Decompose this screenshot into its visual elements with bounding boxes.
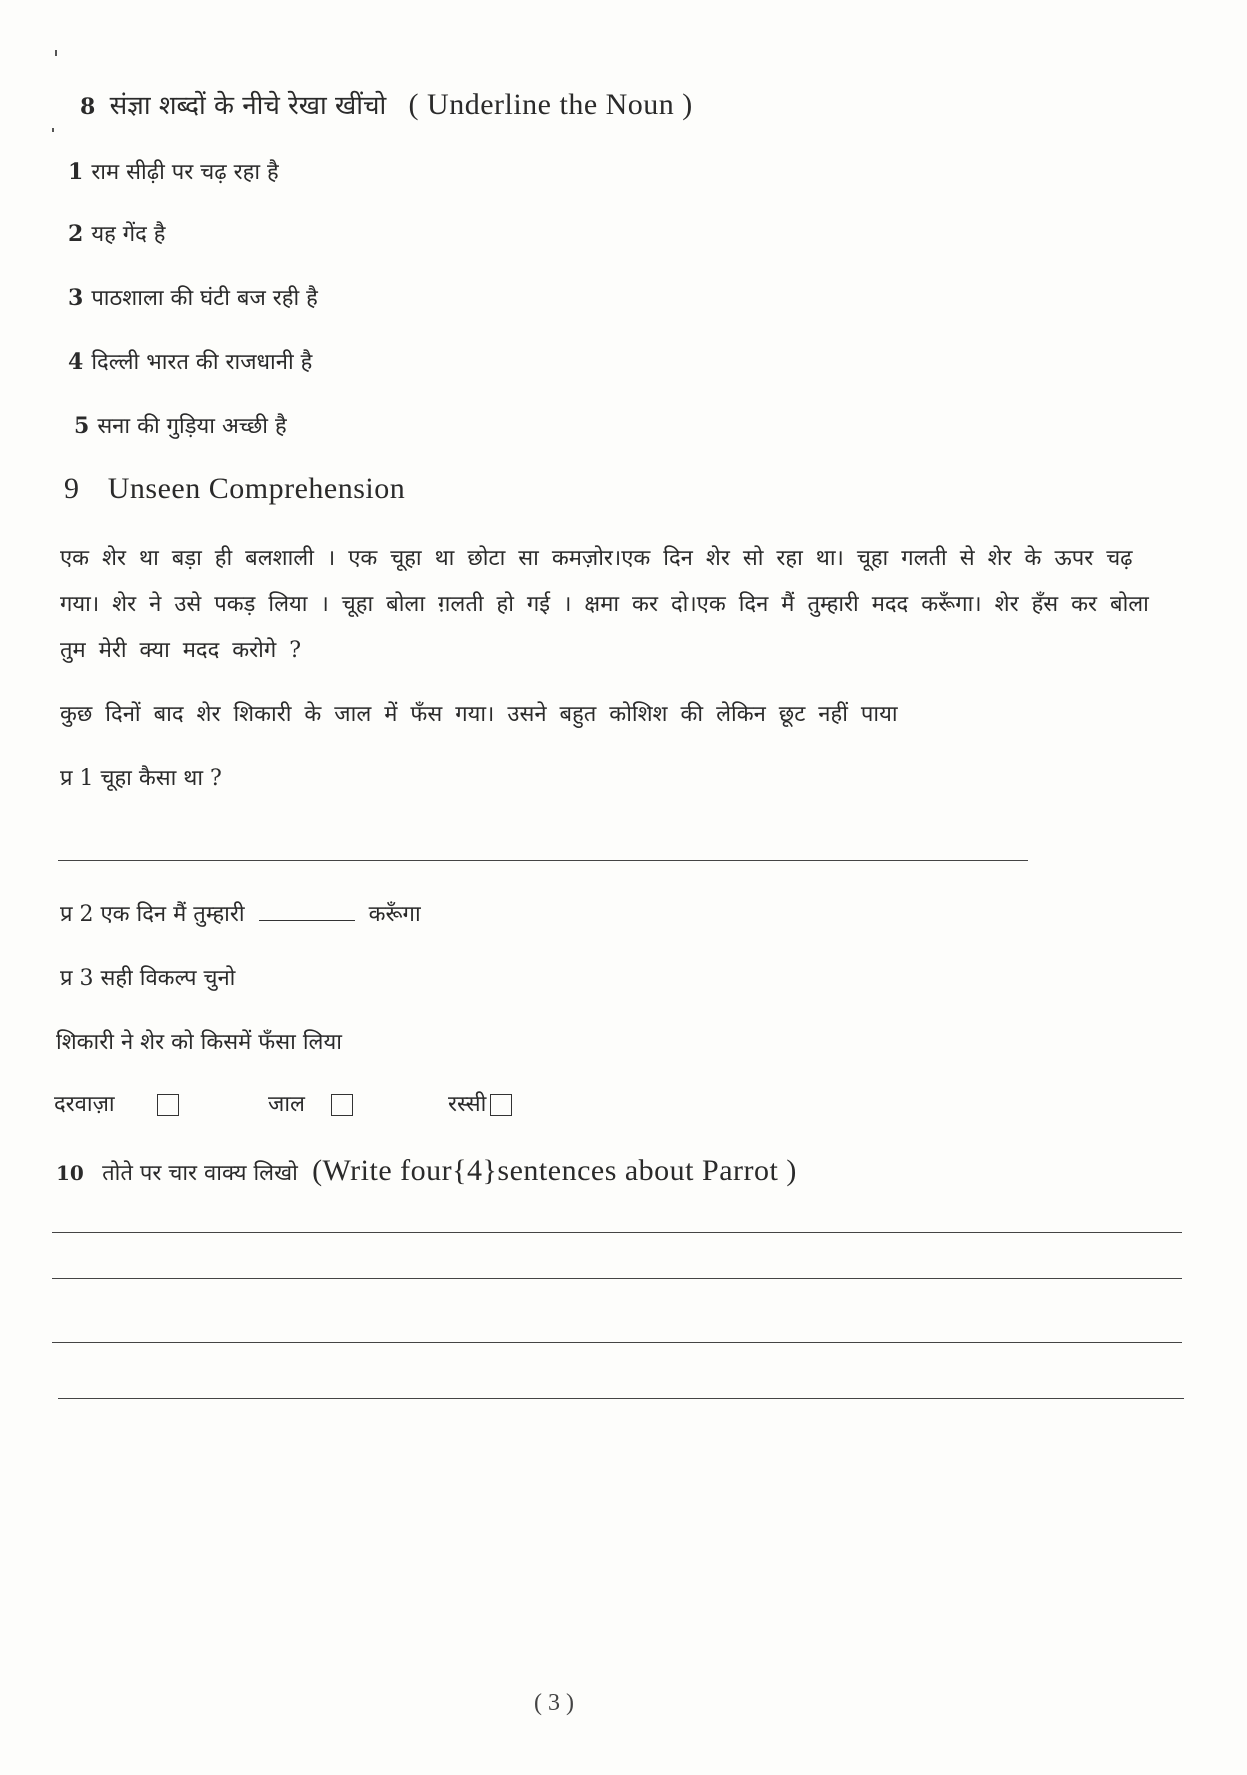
q8-item-2 [68, 218, 166, 248]
q9-option-3-label: रस्सी [448, 1092, 487, 1117]
q10-number: 10 [56, 1161, 84, 1185]
q8-item-text: दिल्ली भारत की राजधानी है [91, 350, 313, 375]
q10-answer-line-4[interactable] [58, 1398, 1184, 1399]
q8-item-text: पाठशाला की घंटी बज रही है [91, 286, 318, 311]
q9-subquestion-2-text-before: प्र 2 एक दिन मैं तुम्हारी [60, 902, 245, 927]
q10-title-hindi: तोते पर चार वाक्य लिखो [102, 1161, 298, 1186]
page-number: ( 3 ) [534, 1690, 574, 1716]
q8-item-1 [68, 156, 279, 186]
q9-option-3 [448, 1088, 512, 1118]
q8-item-number: 5 [74, 413, 90, 439]
q8-number: 8 [80, 94, 96, 120]
q10-answer-line-3[interactable] [52, 1342, 1182, 1343]
q9-subquestion-1: प्र 1 चूहा कैसा था ? [60, 766, 222, 791]
q8-item-number: 2 [68, 221, 84, 247]
q9-fill-blank[interactable] [259, 920, 355, 921]
q9-passage-paragraph-2: कुछ दिनों बाद शेर शिकारी के जाल में फँस गया। उसने बहुत कोशिश की लेकिन छूट नहीं पाया [60, 702, 898, 727]
q8-title-hindi: संज्ञा शब्दों के नीचे रेखा खींचो [109, 91, 387, 121]
q9-subquestion-2 [60, 898, 421, 928]
q8-item-text: राम सीढ़ी पर चढ़ रहा है [91, 160, 279, 185]
q10-answer-line-2[interactable] [52, 1278, 1182, 1279]
q9-subquestion-2-text-after: करूँगा [368, 902, 421, 927]
q9-number: 9 [64, 472, 80, 505]
q8-title-english: ( Underline the Noun ) [408, 88, 693, 121]
q10-heading [56, 1154, 797, 1188]
q9-title: Unseen Comprehension [107, 472, 406, 505]
q8-item-text: सना की गुड़िया अच्छी है [97, 414, 287, 439]
scan-speck [55, 50, 57, 56]
q9-option-2-label: जाल [268, 1092, 305, 1117]
q9-option-2 [268, 1088, 353, 1118]
q9-option-1 [54, 1088, 179, 1118]
q8-item-4 [68, 346, 312, 376]
q9-option-1-checkbox[interactable] [157, 1094, 179, 1116]
q9-heading [64, 472, 405, 506]
q9-option-1-label: दरवाज़ा [54, 1092, 115, 1117]
q8-item-number: 4 [68, 349, 84, 375]
q9-option-3-checkbox[interactable] [490, 1094, 512, 1116]
q10-answer-line-1[interactable] [52, 1232, 1182, 1233]
q9-subquestion-3: प्र 3 सही विकल्प चुनो [60, 966, 236, 991]
q9-option-2-checkbox[interactable] [331, 1094, 353, 1116]
q8-heading [80, 86, 693, 122]
q8-item-5 [74, 410, 287, 440]
q8-item-3 [68, 282, 318, 312]
q8-item-number: 1 [68, 159, 84, 185]
q9-answer-line-1[interactable] [58, 860, 1028, 861]
q8-item-number: 3 [68, 285, 84, 311]
q9-subquestion-3-stem: शिकारी ने शेर को किसमें फँसा लिया [56, 1030, 342, 1055]
q9-passage-paragraph-1: एक शेर था बड़ा ही बलशाली । एक चूहा था छोटा सा कमज़ोर।एक दिन शेर सो रहा था। चूहा गलती से शेर के ऊपर चढ़ गया। शेर ने उसे पकड़ लिया । चूहा बोला ग़लती हो गई । क्षमा कर दो।एक दिन मैं तुम्हारी मदद करूँगा। शेर हँस कर बोला तुम मेरी क्या मदद करोगे ? [60, 546, 1149, 663]
scan-speck [52, 128, 54, 132]
q8-item-text: यह गेंद है [91, 222, 166, 247]
q10-title-english: (Write four{4}sentences about Parrot ) [312, 1154, 797, 1187]
